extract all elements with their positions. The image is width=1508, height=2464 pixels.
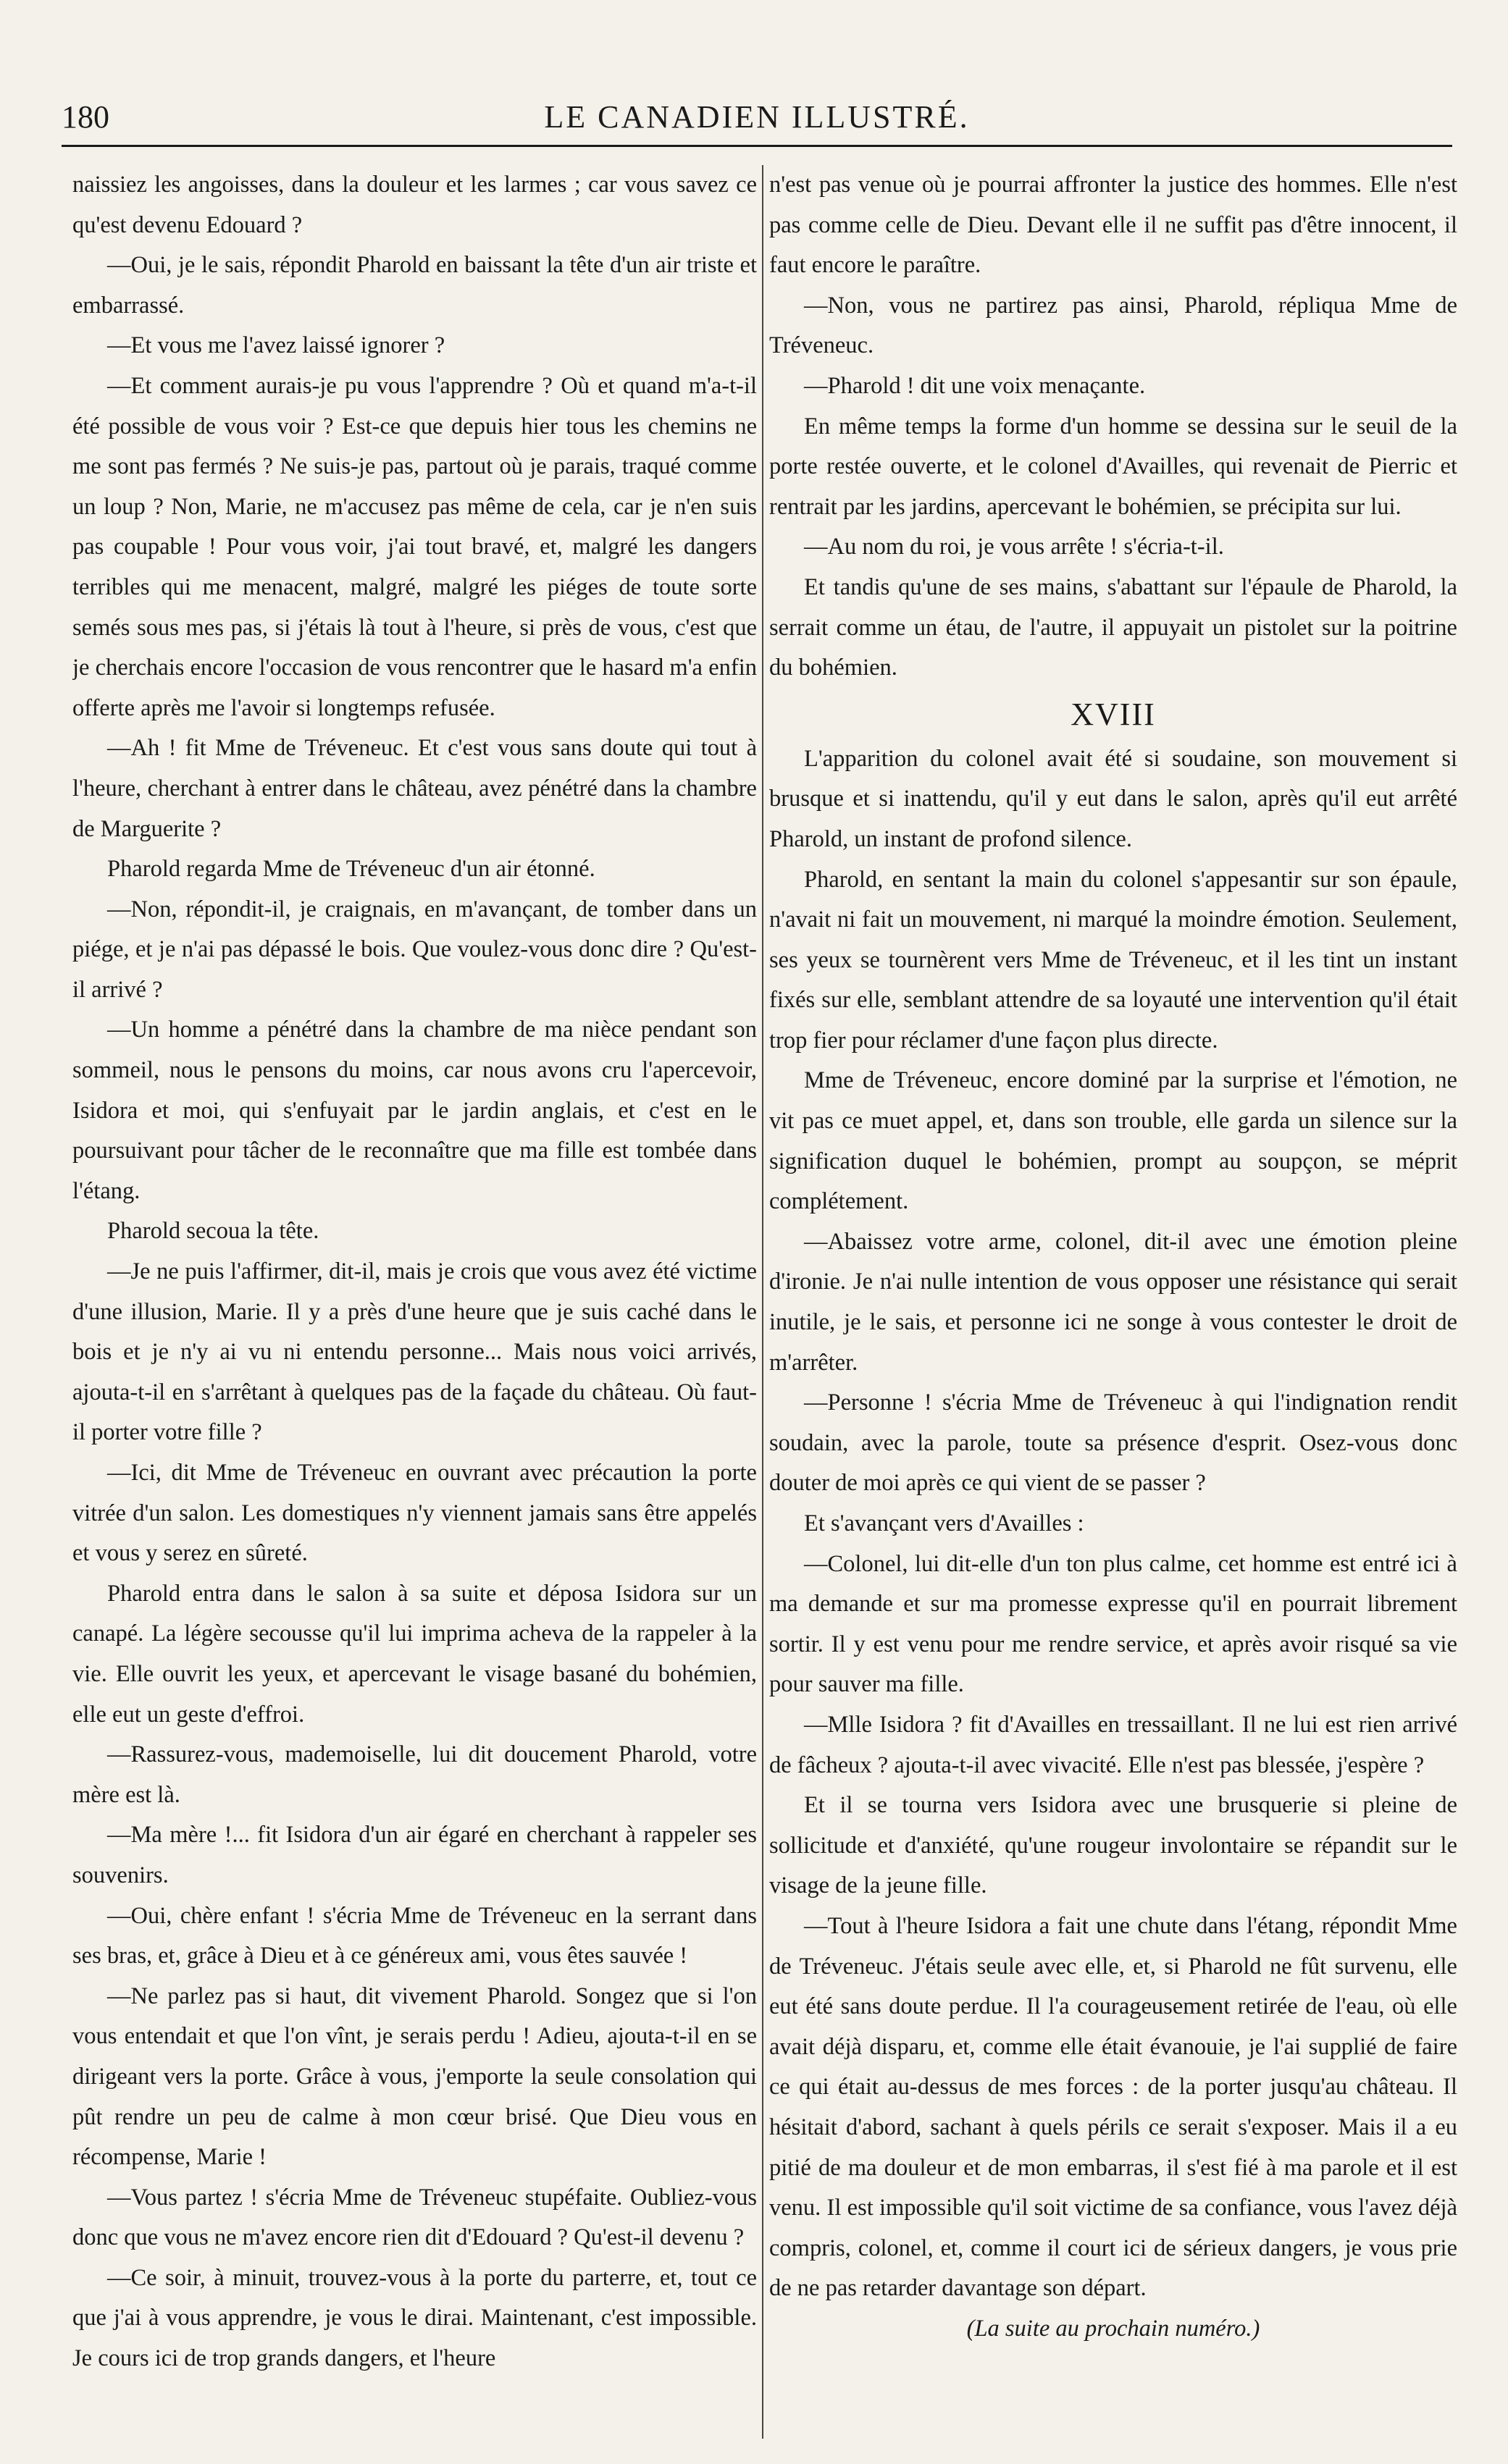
article-paragraph: —Ah ! fit Mme de Tréveneuc. Et c'est vous sans doute qui tout à l'heure, cherchant à entrer dans le château, avez pénétré dans la chambre de Marguerite ? <box>72 735 757 842</box>
left-column <box>72 165 757 2439</box>
article-paragraph: —Au nom du roi, je vous arrête ! s'écria-t-il. <box>804 534 1224 560</box>
article-paragraph: —Personne ! s'écria Mme de Tréveneuc à qui l'indignation rendit soudain, avec la parole, toute sa présence d'esprit. Osez-vous donc douter de moi après ce qui vient de se passer ? <box>769 1389 1457 1497</box>
article-paragraph: —Colonel, lui dit-elle d'un ton plus calme, cet homme est entré ici à ma demande et sur ma promesse expresse qu'il en pourrait librement sortir. Il y est venu pour me rendre service, et après avoir risqué sa vie pour sauver ma fille. <box>769 1550 1457 1698</box>
article-paragraph: —Rassurez-vous, mademoiselle, lui dit doucement Pharold, votre mère est là. <box>72 1741 757 1808</box>
article-paragraph: —Ne parlez pas si haut, dit vivement Pharold. Songez que si l'on vous entendait et que l'on vînt, je serais perdu ! Adieu, ajouta-t-il en se dirigeant vers la porte. Grâce à vous, j'emporte la seule consolation qui pût rendre un peu de calme à mon cœur brisé. Que Dieu vous en récompense, Marie ! <box>72 1982 757 2171</box>
right-column-text-before-chapter <box>769 165 1457 689</box>
column-divider <box>762 165 763 2439</box>
article-paragraph: —Mlle Isidora ? fit d'Availles en tressaillant. Il ne lui est rien arrivé de fâcheux ? ajouta-t-il avec vivacité. Elle n'est pas blessée, j'espère ? <box>769 1711 1457 1778</box>
article-paragraph: Et tandis qu'une de ses mains, s'abattant sur l'épaule de Pharold, la serrait comme un étau, de l'autre, il appuyait un pistolet sur la poitrine du bohémien. <box>769 573 1457 681</box>
right-column-text-after-chapter <box>769 739 1457 2309</box>
article-paragraph: Et s'avançant vers d'Availles : <box>804 1510 1084 1536</box>
journal-title: LE CANADIEN ILLUSTRÉ. <box>544 99 970 135</box>
article-paragraph: —Vous partez ! s'écria Mme de Tréveneuc stupéfaite. Oubliez-vous donc que vous ne m'avez encore rien dit d'Edouard ? Qu'est-il devenu ? <box>72 2184 757 2251</box>
article-paragraph: —Ici, dit Mme de Tréveneuc en ouvrant avec précaution la porte vitrée d'un salon. Les domestiques n'y viennent jamais sans être appelés et vous y serez en sûreté. <box>72 1460 757 1567</box>
article-paragraph: —Je ne puis l'affirmer, dit-il, mais je crois que vous avez été victime d'une illusion, Marie. Il y a près d'une heure que je suis caché dans le bois et je n'y ai vu ni entendu personne... Mais nous voici arrivés, ajouta-t-il en s'arrêtant à quelques pas de la façade du château. Où faut-il porter votre fille ? <box>72 1258 757 1446</box>
article-paragraph: —Non, répondit-il, je craignais, en m'avançant, de tomber dans un piége, et je n'ai pas dépassé le bois. Que voulez-vous donc dire ? Qu'est-il arrivé ? <box>72 896 757 1003</box>
article-paragraph: —Ma mère !... fit Isidora d'un air égaré en cherchant à rappeler ses souvenirs. <box>72 1822 757 1888</box>
article-paragraph: Pharold secoua la tête. <box>107 1218 319 1245</box>
article-paragraph: —Pharold ! dit une voix menaçante. <box>804 372 1146 399</box>
article-paragraph: Mme de Tréveneuc, encore dominé par la surprise et l'émotion, ne vit pas ce muet appel, et, dans son trouble, elle garda un silence sur la signification duquel le bohémien, prompt au soupçon, se méprit complétement. <box>769 1067 1457 1215</box>
article-paragraph: n'est pas venue où je pourrai affronter la justice des hommes. Elle n'est pas comme celle de Dieu. Devant elle il ne suffit pas d'être innocent, il faut encore le paraître. <box>769 172 1457 279</box>
article-paragraph: naissiez les angoisses, dans la douleur et les larmes ; car vous savez ce qu'est devenu Edouard ? <box>72 172 757 238</box>
article-paragraph: Pharold regarda Mme de Tréveneuc d'un air étonné. <box>107 856 595 883</box>
article-paragraph: —Un homme a pénétré dans la chambre de ma nièce pendant son sommeil, nous le pensons du moins, car nous avons cru l'apercevoir, Isidora et moi, qui s'enfuyait par le jardin anglais, et c'est en le poursuivant pour tâcher de le reconnaître que ma fille est tombée dans l'étang. <box>72 1017 757 1204</box>
article-paragraph: Et il se tourna vers Isidora avec une brusquerie si pleine de sollicitude et d'anxiété, qu'une rougeur involontaire se répandit sur le visage de la jeune fille. <box>769 1792 1457 1899</box>
article-paragraph: —Et vous me l'avez laissé ignorer ? <box>107 332 445 359</box>
article-paragraph: —Ce soir, à minuit, trouvez-vous à la porte du parterre, et, tout ce que j'ai à vous apprendre, je vous le dirai. Maintenant, c'est impossible. Je cours ici de trop grands dangers, et l'heure <box>72 2264 757 2372</box>
article-paragraph: Pharold, en sentant la main du colonel s'appesantir sur son épaule, n'avait ni fait un mouvement, ni marqué la moindre émotion. Seulement, ses yeux se tournèrent vers Mme de Tréveneuc, et il les tint un instant fixés sur elle, semblant attendre de sa loyauté une intervention qu'il était trop fier pour réclamer d'une façon plus directe. <box>769 866 1457 1054</box>
right-column <box>769 165 1457 2439</box>
to-be-continued-note: (La suite au prochain numéro.) <box>966 2315 1260 2342</box>
article-paragraph: —Oui, je le sais, répondit Pharold en baissant la tête d'un air triste et embarrassé. <box>72 252 757 319</box>
article-paragraph: L'apparition du colonel avait été si soudaine, son mouvement si brusque et si inattendu, qu'il y eut dans le salon, après qu'il eut arrêté Pharold, un instant de profond silence. <box>769 745 1457 852</box>
article-paragraph: —Tout à l'heure Isidora a fait une chute dans l'étang, répondit Mme de Tréveneuc. J'étais seule avec elle, et, si Pharold ne fût survenu, elle eut été sans doute perdue. Il l'a courageusement retirée de l'eau, où elle avait déjà disparu, et, comme elle était évanouie, je l'ai supplié de faire ce qui était au-dessus de mes forces : de la porter jusqu'au château. Il hésitait d'abord, sachant à quels périls ce serait s'exposer. Mais il a eu pitié de ma douleur et de mon embarras, il s'est fié à ma parole et il est venu. Il est impossible qu'il soit victime de sa confiance, vous l'avez déjà compris, colonel, et, comme il court ici de sérieux dangers, je vous prie de ne pas retarder davantage son départ. <box>769 1912 1457 2302</box>
chapter-heading: XVIII <box>1071 696 1156 732</box>
article-paragraph: —Non, vous ne partirez pas ainsi, Pharold, répliqua Mme de Tréveneuc. <box>769 292 1457 359</box>
article-paragraph: Pharold entra dans le salon à sa suite et déposa Isidora sur un canapé. La légère secousse qu'il lui imprima acheva de la rappeler à la vie. Elle ouvrit les yeux, et apercevant le visage basané du bohémien, elle eut un geste d'effroi. <box>72 1580 757 1728</box>
article-paragraph: —Et comment aurais-je pu vous l'apprendre ? Où et quand m'a-t-il été possible de vous voir ? Est-ce que depuis hier tous les chemins ne me sont pas fermés ? Ne suis-je pas, partout où je parais, traqué comme un loup ? Non, Marie, ne m'accusez pas même de cela, car je n'en suis pas coupable ! Pour vous voir, j'ai tout bravé, et, malgré les dangers terribles qui me menacent, malgré, malgré les piéges de toute sorte semés sous mes pas, si j'étais là tout à l'heure, si près de vous, c'est que je cherchais encore l'occasion de vous rencontrer que le hasard m'a enfin offerte après me l'avoir si longtemps refusée. <box>72 372 757 721</box>
article-paragraph: —Abaissez votre arme, colonel, dit-il avec une émotion pleine d'ironie. Je n'ai nulle intention de vous opposer une résistance qui serait inutile, je le sais, et personne ici ne songe à vous contester le droit de m'arrêter. <box>769 1228 1457 1376</box>
page-header <box>62 94 1452 147</box>
article-paragraph: —Oui, chère enfant ! s'écria Mme de Tréveneuc en la serrant dans ses bras, et, grâce à Dieu et à ce généreux ami, vous êtes sauvée ! <box>72 1902 757 1969</box>
article-paragraph: En même temps la forme d'un homme se dessina sur le seuil de la porte restée ouverte, et le colonel d'Availles, qui revenait de Pierric et rentrait par les jardins, apercevant le bohémien, se précipita sur lui. <box>769 413 1457 520</box>
page-number: 180 <box>62 99 109 135</box>
